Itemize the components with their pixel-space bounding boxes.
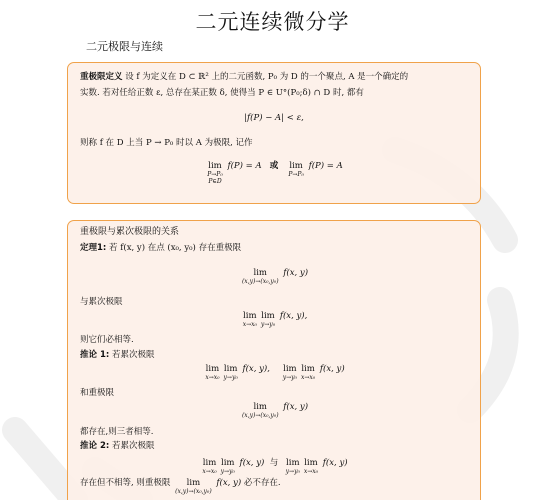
limit-operator: lim P→P₀ P∈D [207, 161, 223, 185]
definition-line-1: 设 f 为定义在 D ⊂ ℝ² 上的二元函数, P₀ 为 D 的一个聚点, A 是一个确定的 [125, 72, 409, 82]
corollary-2-text: 若累次极限 [111, 441, 155, 451]
limit-operator: lim P→P₀ [288, 161, 304, 178]
corollary-1-formula: lim x→x₀ lim y→y₀ f(x, y), lim y→y₀ lim x→x₀ f(x, y) [205, 364, 345, 381]
definition-limit-notation: lim P→P₀ P∈D f(P) = A 或 lim P→P₀ f(P) = A [207, 161, 343, 185]
double-limit-text: 和重极限 [80, 388, 115, 398]
double-limit-formula: lim (x,y)→(x₀,y₀) f(x, y) [241, 268, 309, 285]
corollary-1-label: 推论 1: [80, 350, 110, 360]
definition-line-2: 实数. 若对任给正数 ε, 总存在某正数 δ, 使得当 P ∈ U°(P₀;δ) ∩ D 时, 都有 [80, 88, 364, 98]
relation-title: 重极限与累次极限的关系 [80, 227, 180, 237]
corollary-2-formula: lim x→x₀ lim y→y₀ f(x, y) 与 lim y→y₀ lim x→x₀ f(x, y) [202, 458, 348, 475]
corollary-2-label: 推论 2: [80, 441, 110, 451]
not-exist-line: 存在但不相等, 则重极限 lim (x,y)→(x₀,y₀) f(x, y) 必不存在. [80, 478, 281, 495]
theorem-label: 定理1: [80, 243, 107, 253]
iterated-limit-text: 与累次极限 [80, 297, 123, 307]
all-exist-text: 都存在,则三者相等. [80, 427, 154, 437]
double-limit-formula-2: lim (x,y)→(x₀,y₀) f(x, y) [241, 402, 309, 419]
definition-heading: 重极限定义 [80, 72, 123, 82]
theorem-text: 若 f(x, y) 在点 (x₀, y₀) 存在重极限 [109, 243, 242, 253]
definition-line-3: 则称 f 在 D 上当 P → P₀ 时以 A 为极限, 记作 [80, 138, 253, 148]
relation-box [67, 220, 481, 500]
or-word: 或 [269, 161, 279, 171]
page-title: 二元连续微分学 [195, 10, 350, 34]
definition-formula: |f(P) − A| < ε, [244, 113, 304, 123]
section-heading: 二元极限与连续 [86, 40, 163, 53]
corollary-1-text: 若累次极限 [111, 350, 155, 360]
definition-box [67, 62, 481, 204]
equal-text: 则它们必相等. [80, 335, 134, 345]
iterated-limit-formula: lim x→x₀ lim y→y₀ f(x, y), [242, 311, 308, 328]
